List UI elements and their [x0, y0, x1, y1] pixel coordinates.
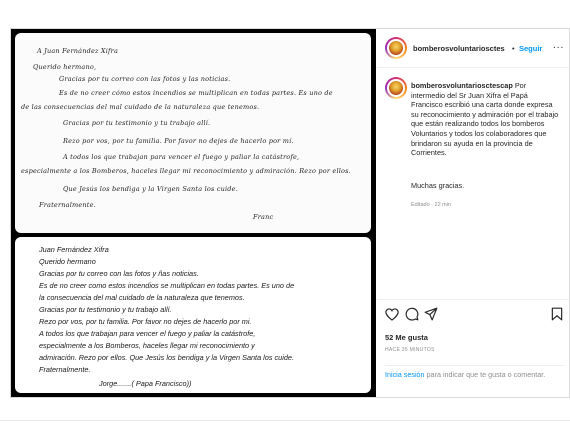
handwritten-line: especialmente a los Bomberos, haceles llegar mi reconocimiento y admiración. Rezo por ellos.	[21, 167, 351, 175]
edited-timestamp: Editado · 22 min	[411, 202, 452, 208]
typed-line: Es de no creer como estos incendios se multiplican en todas partes. Es uno de	[39, 281, 295, 290]
comment-icon[interactable]	[405, 307, 419, 321]
handwritten-line: A Juan Fernández Xifra	[37, 47, 119, 55]
typed-line: Querido hermano	[39, 257, 96, 266]
handwritten-line: A todos los que trabajan para vencer el fuego y paliar la catástrofe,	[63, 153, 300, 161]
handwritten-line: Gracias por tu testimonio y tu trabajo allí.	[63, 119, 211, 127]
login-link[interactable]: Inicia sesión	[385, 370, 425, 379]
avatar[interactable]	[385, 37, 407, 59]
handwritten-signature: Franc	[253, 213, 274, 221]
post-sidebar	[377, 29, 569, 397]
post-header	[377, 29, 569, 68]
handwritten-line: Que Jesús los bendiga y la Virgen Santa los cuide.	[63, 185, 238, 193]
handwritten-letter	[15, 33, 371, 233]
handwritten-line: de las consecuencias del mal cuidado de la naturaleza que tenemos.	[21, 103, 260, 111]
caption-thanks: Muchas gracias.	[411, 181, 465, 190]
avatar-image	[389, 81, 403, 95]
typed-line: admiración. Rezo por ellos. Que Jesús los bendiga y la Virgen Santa los cuide.	[39, 353, 294, 362]
send-icon[interactable]	[424, 307, 438, 321]
typed-line: Gracias por tu correo con las fotos y ñas noticias.	[39, 269, 199, 278]
separator-dot: •	[512, 44, 515, 53]
handwritten-line: Es de no creer cómo estos incendios se multiplican en todas partes. Es uno de	[59, 89, 333, 97]
post-image[interactable]	[11, 29, 376, 397]
handwritten-line: Querido hermano,	[33, 63, 97, 71]
post-caption	[411, 81, 561, 158]
typed-transcription	[15, 237, 371, 393]
post-time: HACE 35 MINUTOS	[385, 347, 435, 353]
typed-signature: Jorge.......( Papa Francisco))	[99, 379, 192, 388]
typed-line: especialmente a los Bomberos, haceles llegar mi reconocimiento y	[39, 341, 255, 350]
bookmark-icon[interactable]	[551, 307, 563, 321]
login-text: para indicar que te gusta o comentar.	[424, 370, 546, 379]
follow-button[interactable]: Seguir	[519, 44, 543, 53]
divider	[0, 420, 570, 421]
action-bar	[377, 299, 569, 300]
typed-line: la consecuencia del mal cuidado de la naturaleza que tenemos.	[39, 293, 245, 302]
typed-line: Juan Fernández Xifra	[39, 245, 109, 254]
post-username[interactable]: bomberosvoluntariosctes	[413, 44, 505, 53]
heart-icon[interactable]	[385, 308, 399, 321]
handwritten-line: Gracias por tu correo con las fotos y las noticias.	[59, 75, 231, 83]
typed-line: Fraternalmente.	[39, 365, 91, 374]
caption-username[interactable]: bomberosvoluntariosctescap	[411, 81, 513, 90]
handwritten-line: Rezo por vos, por tu familia. Por favor no dejes de hacerlo por mí.	[63, 137, 294, 145]
likes-count[interactable]: 52 Me gusta	[385, 333, 428, 342]
avatar-image	[389, 41, 403, 55]
caption-avatar[interactable]	[385, 77, 407, 99]
instagram-post	[10, 28, 570, 398]
login-prompt	[385, 365, 565, 380]
typed-line: Rezo por vos, por tu familia. Por favor no dejes de hacerlo por mi.	[39, 317, 252, 326]
typed-line: Gracias por tu testimonio y tu trabajo allí.	[39, 305, 172, 314]
more-options-icon[interactable]: ...	[553, 40, 565, 51]
caption-text: Por intermedio del Sr Juan Xifra el Papá Francisco escribió una carta donde expresa su reconocimiento y admiración por el trabajo que están realizando todos los bomberos Voluntarios y todos los colaboradores que brindaron su ayuda en la provincia de Corrientes.	[411, 81, 559, 158]
typed-line: A todos los que trabajan para vencer el fuego y paliar la catástrofe,	[39, 329, 256, 338]
handwritten-line: Fraternalmente.	[39, 201, 96, 209]
